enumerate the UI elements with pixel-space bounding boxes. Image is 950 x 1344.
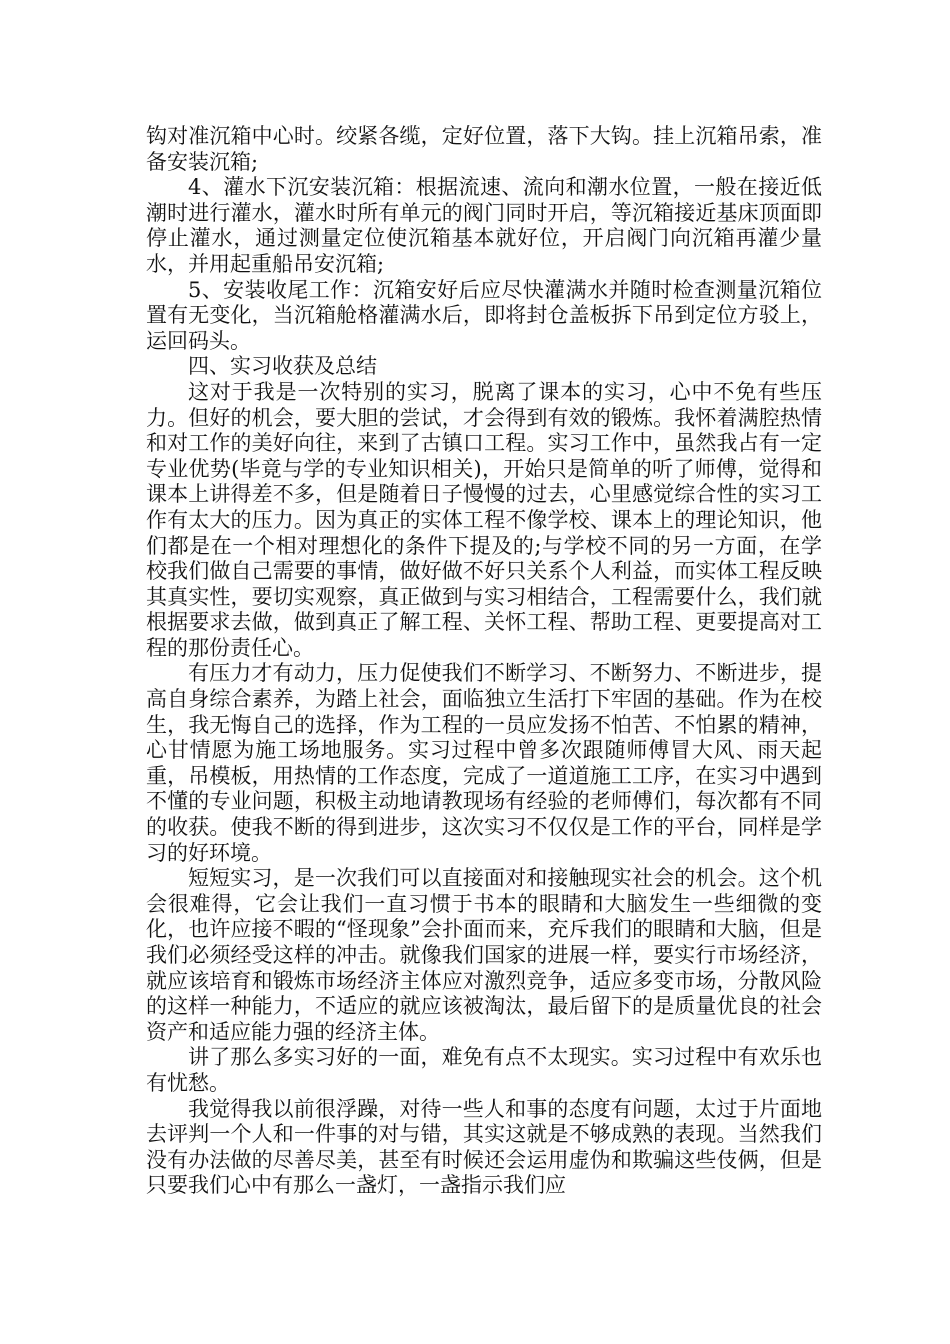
paragraph-reflection: 我觉得我以前很浮躁，对待一些人和事的态度有问题，太过于片面地去评判一个人和一件事的对与错，其实这就是不够成熟的表现。当然我们没有办法做的尽善尽美，甚至有时候还会运用虚伪和欺骗这些伎俩，但是只要我们心中有那么一盏灯，一盏指示我们应 [146,1096,822,1198]
paragraph-pressure-motivation: 有压力才有动力，压力促使我们不断学习、不断努力、不断进步，提高自身综合素养，为踏上社会，面临独立生活打下牢固的基础。作为在校生，我无悔自己的选择，作为工程的一员应发扬不怕苦、不怕累的精神，心甘情愿为施工场地服务。实习过程中曾多次跟随师傅冒大风、雨天起重，吊模板，用热情的工作态度，完成了一道道施工工序，在实习中遇到不懂的专业问题，积极主动地请教现场有经验的老师傅们，每次都有不同的收获。使我不断的得到进步，这次实习不仅仅是工作的平台，同样是学习的好环境。 [146,661,822,865]
section-heading: 四、实习收获及总结 [188,354,377,379]
paragraph-internship-intro: 这对于我是一次特别的实习，脱离了课本的实习，心中不免有些压力。但好的机会，要大胆的尝试，才会得到有效的锻炼。我怀着满腔热情和对工作的美好向往，来到了古镇口工程。实习工作中，虽然我占有一定专业优势(毕竟与学的专业知识相关)，开始只是简单的听了师傅，觉得和课本上讲得差不多，但是随着日子慢慢的过去，心里感觉综合性的实习工作有太大的压力。因为真正的实体工程不像学校、课本上的理论知识，他们都是在一个相对理想化的条件下提及的;与学校不同的另一方面，在学校我们做自己需要的事情，做好做不好只关系个人利益，而实体工程反映其真实性，要切实观察，真正做到与实习相结合，工程需要什么，我们就根据要求去做，做到真正了解工程、关怀工程、帮助工程、更要提高对工程的那份责任心。 [146,379,822,660]
paragraph-joy-and-worry: 讲了那么多实习好的一面，难免有点不太现实。实习过程中有欢乐也有忧愁。 [146,1045,822,1095]
paragraph-short-internship: 短短实习，是一次我们可以直接面对和接触现实社会的机会。这个机会很难得，它会让我们一直习惯于书本的眼睛和大脑发生一些细微的变化，也许应接不暇的“怪现象”会扑面而来，充斥我们的眼睛和大脑，但是我们必须经受这样的冲击。就像我们国家的进展一样，要实行市场经济，就应该培育和锻炼市场经济主体应对激烈竞争，适应多变市场，分散风险的这样一种能力，不适应的就应该被淘汰，最后留下的是质量优良的社会资产和适应能力强的经济主体。 [146,866,822,1044]
paragraph-step-4: 4、灌水下沉安装沉箱：根据流速、流向和潮水位置，一般在接近低潮时进行灌水，灌水时所有单元的阀门同时开启，等沉箱接近基床顶面即停止灌水，通过测量定位使沉箱基本就好位，开启阀门向沉箱再灌少量水，并用起重船吊安沉箱; [146,175,822,276]
document-page [146,124,822,1199]
paragraph-continuation: 钩对准沉箱中心时。绞紧各缆，定好位置，落下大钩。挂上沉箱吊索，准备安装沉箱; [146,124,822,174]
paragraph-step-5: 5、安装收尾工作：沉箱安好后应尽快灌满水并随时检查测量沉箱位置有无变化，当沉箱舱格灌满水后，即将封仓盖板拆下吊到定位方驳上，运回码头。 [146,277,822,353]
